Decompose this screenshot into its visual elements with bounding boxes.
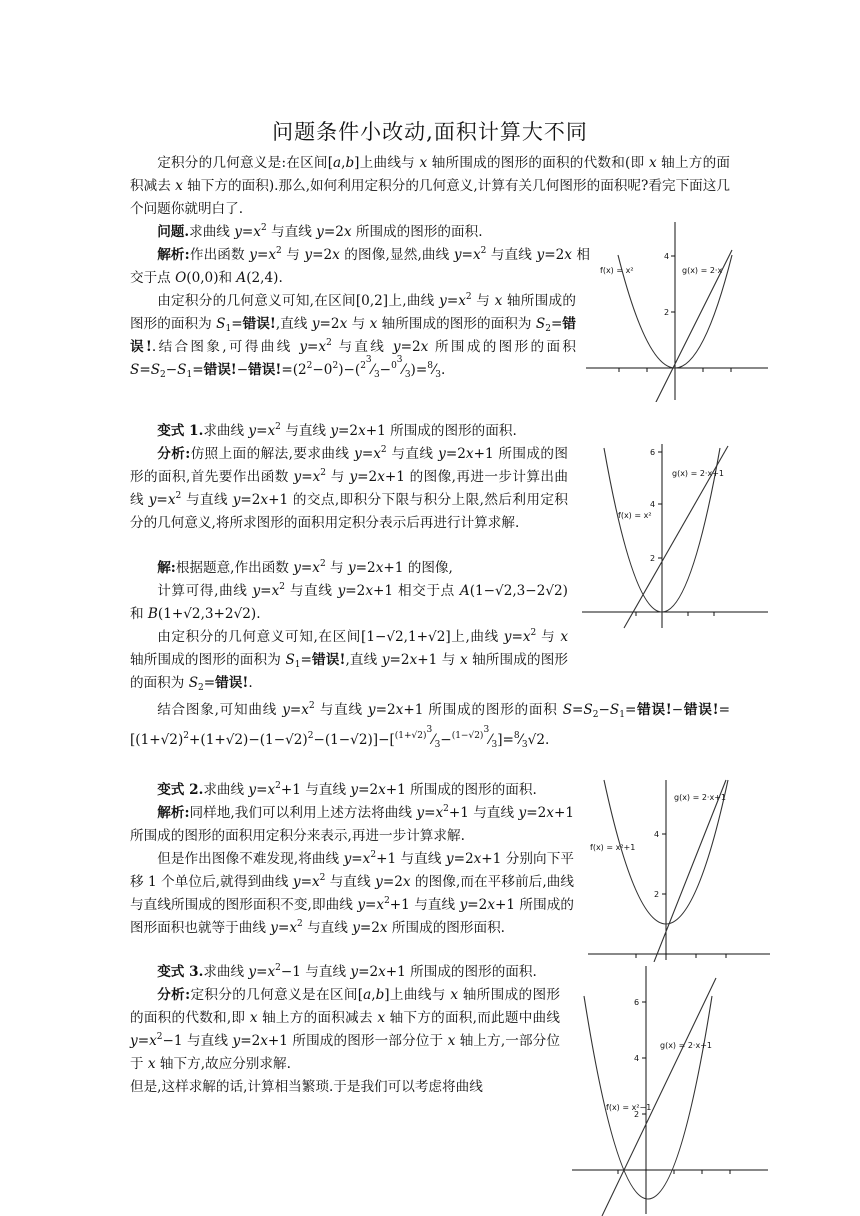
variant1-analysis: 分析:仿照上面的解法,要求曲线 $y=x^2$ 与直线 y=2x+1 所围成的图形的面积,首先要作出函数 $y=x^2$ 与 y=2x+1 的图像,再进一步计算出曲线 $y=x^2$ 与直线 y=2x+1 的交点,即积分下限与积分上限,然后利用定积分的几何意义,将所求图形的面积用定积分表示后再进行计算求解. [130, 445, 568, 531]
page-title: 问题条件小改动,面积计算大不同 [272, 120, 588, 144]
variant2-statement: 变式 2.求曲线 $y=x^2+1$ 与直线 y=2x+1 所围成的图形的面积. [157, 781, 537, 798]
intro-paragraph: 定积分的几何意义是:在区间[a,b]上曲线与 x 轴所围成的图形的面积的代数和(即 x 轴上方的面积减去 x 轴下方的面积).那么,如何利用定积分的几何意义,计算有关几何图形的面积呢?看完下面这几个问题你就明白了. [130, 155, 730, 217]
line-curve [602, 978, 716, 1216]
tick-label: 2 [650, 554, 656, 563]
g-label: g(x) = 2·x+1 [672, 469, 725, 478]
variant3-continuation: 但是,这样求解的话,计算相当繁琐.于是我们可以考虑将曲线 [130, 1079, 483, 1095]
graph-1 [582, 218, 772, 402]
variant2-analysis: 解析:同样地,我们可以利用上述方法将曲线 $y=x^2+1$ 与直线 y=2x+1 所围成的图形的面积用定积分来表示,再进一步计算求解. [130, 804, 574, 844]
variant3-statement: 变式 3.求曲线 $y=x^2-1$ 与直线 y=2x+1 所围成的图形的面积. [157, 963, 537, 980]
g-label: g(x) = 2·x+1 [660, 1041, 713, 1050]
graph-2 [580, 440, 770, 630]
tick-label: 4 [654, 830, 660, 839]
g-label: g(x) = 2·x [682, 266, 723, 275]
g-label: g(x) = 2·x+1 [674, 793, 727, 802]
problem-statement: 问题.求曲线 $y=x^2$ 与直线 y=2x 所围成的图形的面积. [157, 223, 483, 240]
variant1-solution: 解:根据题意,作出函数 $y=x^2$ 与 y=2x+1 的图像, [157, 559, 453, 576]
graph-3 [586, 778, 772, 962]
tick-label: 4 [664, 252, 670, 261]
tick-label: 4 [634, 1054, 640, 1063]
tick-label: 2 [664, 308, 670, 317]
problem-solution: 由定积分的几何意义可知,在区间[0,2]上,曲线 $y=x^2$ 与 x 轴所围成的图形的面积为 $S_1=$错误!,直线 y=2x 与 x 轴所围成的图形的面积为 $S_2=$错误!.结合图象,可得曲线 $y=x^2$ 与直线 y=2x 所围成的图形的面积 $S=S_2-S_1=$错误!−错误$!=(2^2-0^2)-(^{2^3}⁄_3-^{0^3}⁄_3)=^8⁄_3$. [130, 292, 576, 380]
variant1-intersections: 计算可得,曲线 $y=x^2$ 与直线 y=2x+1 相交于点 A(1−√2,3−2√2)和 B(1+√2,3+2√2). [130, 582, 568, 622]
graph-4 [570, 962, 770, 1216]
problem-analysis: 解析:作出函数 $y=x^2$ 与 y=2x 的图像,显然,曲线 $y=x^2$ 与直线 y=2x 相交于点 O(0,0)和 A(2,4). [130, 246, 590, 286]
tick-label: 6 [634, 998, 640, 1007]
tick-label: 2 [654, 890, 660, 899]
tick-label: 6 [650, 448, 656, 457]
variant1-areas: 由定积分的几何意义可知,在区间[1−√2,1+√2]上,曲线 $y=x^2$ 与 x 轴所围成的图形的面积为 $S_1=$错误!,直线 y=2x+1 与 x 轴所围成的图形的面积为 $S_2=$错误!. [130, 628, 569, 693]
variant1-statement: 变式 1.求曲线 $y=x^2$ 与直线 y=2x+1 所围成的图形的面积. [157, 422, 517, 439]
tick-label: 4 [650, 500, 656, 509]
variant1-result: 结合图象,可知曲线 $y=x^2$ 与直线 y=2x+1 所围成的图形的面积 $S=S_2-S_1=$错误!−错误$!=[(1+√2)^2+(1+√2)-(1-√2)^2-(1-√2)]-[^{(1+√2)^3}⁄_3-^{(1-√2)^3}⁄_3]=^8⁄_3√2$. [130, 701, 730, 750]
f-label: f(x) = x² [618, 511, 652, 520]
f-label: f(x) = x²−1 [606, 1103, 652, 1112]
variant2-explanation: 但是作出图像不难发现,将曲线 $y=x^2+1$ 与直线 y=2x+1 分别向下平移 1 个单位后,就得到曲线 $y=x^2$ 与直线 y=2x 的图像,而在平移前后,曲线与直线所围成的图形面积不变,即曲线 $y=x^2+1$ 与直线 y=2x+1 所围成的图形面积也就等于曲线 $y=x^2$ 与直线 y=2x 所围成的图形面积. [130, 850, 574, 936]
tick-label: 2 [634, 1110, 640, 1119]
f-label: f(x) = x²+1 [590, 843, 636, 852]
line-curve [654, 780, 726, 962]
variant3-analysis: 分析:定积分的几何意义是在区间[a,b]上曲线与 x 轴所围成的图形的面积的代数和,即 x 轴上方的面积减去 x 轴下方的面积,而此题中曲线 $y=x^2-1$ 与直线 y=2x+1 所围成的图形一部分位于 x 轴上方,一部分位于 x 轴下方,故应分别求解. [130, 987, 561, 1072]
f-label: f(x) = x² [600, 266, 634, 275]
